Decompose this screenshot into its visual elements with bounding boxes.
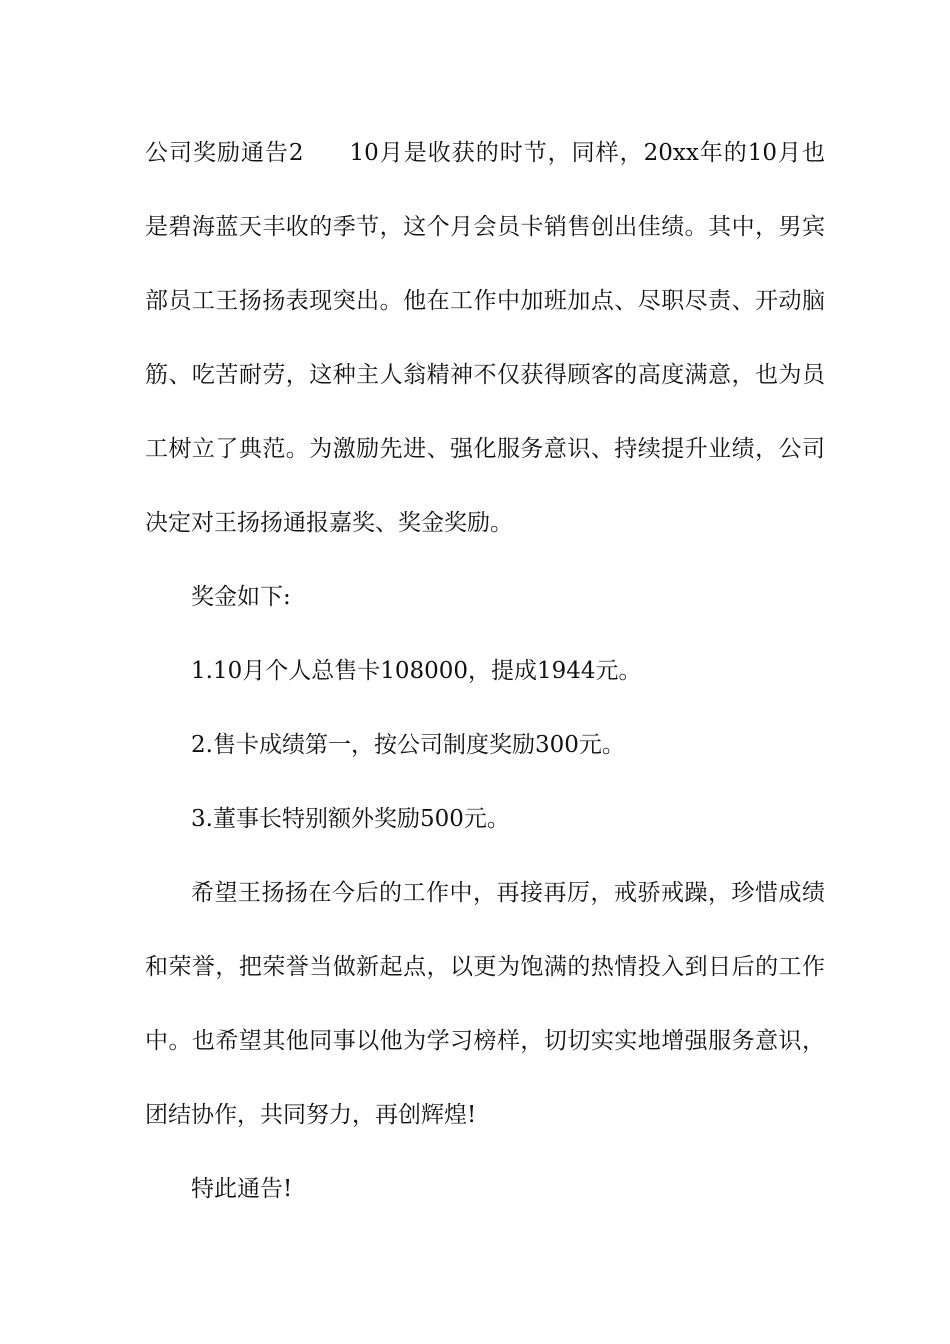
intro-text: 10月是收获的时节，同样，20xx年的10月也是碧海蓝天丰收的季节，这个月会员卡销售创出佳绩。其中，男宾部员工王扬扬表现突出。他在工作中加班加点、尽职尽责、开动脑筋、吃苦耐劳，这种主人翁精神不仅获得顾客的高度满意，也为员工树立了典范。为激励先进、强化服务意识、持续提升业绩，公司决定对王扬扬通报嘉奖、奖金奖励。 bbox=[145, 140, 826, 536]
sign-off: 特此通告! bbox=[191, 1176, 293, 1202]
notice-title: 公司奖励通告2 bbox=[145, 140, 304, 166]
reward-heading: 奖金如下: bbox=[191, 584, 291, 610]
intro-paragraph bbox=[145, 116, 825, 560]
reward-item-2: 2.售卡成绩第一，按公司制度奖励300元。 bbox=[191, 732, 625, 758]
document-body bbox=[145, 116, 825, 1226]
reward-item-3: 3.董事长特别额外奖励500元。 bbox=[191, 806, 510, 832]
closing-paragraph: 希望王扬扬在今后的工作中，再接再厉，戒骄戒躁，珍惜成绩和荣誉，把荣誉当做新起点，以更为饱满的热情投入到日后的工作中。也希望其他同事以他为学习榜样，切切实实地增强服务意识，团结协作，共同努力，再创辉煌! bbox=[145, 880, 825, 1128]
reward-item-1: 1.10月个人总售卡108000，提成1944元。 bbox=[191, 658, 642, 684]
